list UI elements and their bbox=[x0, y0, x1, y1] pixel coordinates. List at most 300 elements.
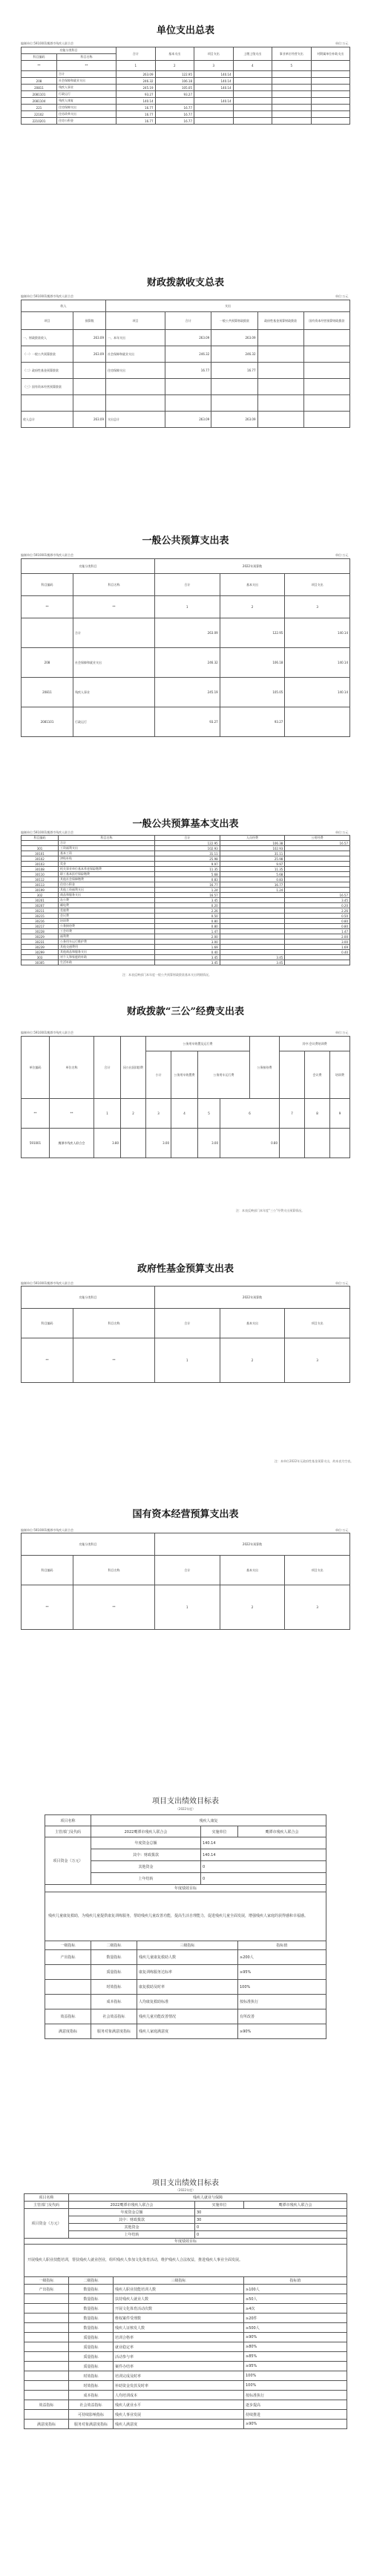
header-cell: 科目名称 bbox=[73, 1556, 155, 1585]
header-cell: 其中:会议费培训费 bbox=[280, 1037, 350, 1051]
header-cell: 科目名称 bbox=[59, 836, 155, 841]
table-row bbox=[22, 867, 350, 872]
table-cell: 成本指标 bbox=[91, 1995, 137, 2009]
index-cell: 2 bbox=[220, 596, 285, 618]
header-cell: 2022年预算数 bbox=[155, 1287, 350, 1309]
table-cell: 时效指标 bbox=[91, 1980, 137, 1995]
table-cell: 工资福利支出 bbox=[59, 846, 155, 851]
table-row bbox=[22, 939, 350, 945]
table-cell: 社会效益指标 bbox=[69, 2400, 114, 2410]
table-cell: 208 bbox=[22, 648, 73, 678]
table-cell bbox=[24, 2333, 69, 2342]
table-cell bbox=[220, 919, 285, 924]
table-cell bbox=[303, 395, 349, 412]
index-cell: 4 bbox=[171, 1099, 198, 1129]
perf2-year: （2022年度） bbox=[175, 2188, 196, 2192]
table-cell: 一、本年支出 bbox=[106, 330, 165, 346]
header-cell: 基本支出 bbox=[155, 47, 194, 61]
table-row bbox=[22, 898, 350, 903]
header-cell: 国有资本经营预算财政拨款 bbox=[303, 312, 349, 330]
table-cell: 263.09 bbox=[211, 330, 257, 346]
value-cell: 鹰潭市残疾人联合会 bbox=[244, 2202, 347, 2209]
value-cell: 2022鹰潭市残疾人联合会 bbox=[91, 1826, 201, 1837]
table-cell bbox=[233, 118, 272, 125]
table-cell bbox=[257, 330, 303, 346]
table-cell: 产出指标 bbox=[24, 2285, 69, 2294]
table-cell: 差旅费 bbox=[59, 908, 155, 914]
table-cell: 3.45 bbox=[220, 960, 285, 965]
index-cell: 3 bbox=[146, 1099, 171, 1129]
table-cell: 公务接待费 bbox=[59, 924, 155, 929]
table-cell bbox=[233, 71, 272, 78]
table-cell bbox=[311, 111, 350, 118]
table-cell: 办公费 bbox=[59, 898, 155, 903]
value-cell: 2022鹰潭市残疾人联合会 bbox=[69, 2202, 195, 2209]
section2-unit-right: 单位:万元 bbox=[335, 294, 349, 298]
table-cell: 对个人和家庭的补助 bbox=[59, 955, 155, 960]
table-cell bbox=[285, 862, 350, 867]
table-cell: 0.50 bbox=[285, 914, 350, 919]
table-cell: 140.14 bbox=[194, 78, 234, 85]
index-cell: ** bbox=[50, 1099, 94, 1129]
table-cell: 残疾儿童功能改善情况 bbox=[137, 2009, 238, 2024]
table-cell bbox=[220, 945, 285, 950]
label-cell: 年度绩效目标 bbox=[24, 2239, 347, 2245]
table-cell: ≥80% bbox=[244, 2342, 347, 2352]
table-row bbox=[22, 618, 350, 648]
table-cell bbox=[311, 71, 350, 78]
table-cell: 0.40 bbox=[155, 950, 220, 955]
table-cell bbox=[303, 330, 349, 346]
table-row bbox=[24, 2400, 347, 2410]
table-cell: 机关事业单位基本养老保险缴费 bbox=[59, 867, 155, 872]
table-cell bbox=[194, 91, 234, 98]
label-cell: 其他资金 bbox=[69, 2224, 195, 2231]
table-cell bbox=[73, 379, 106, 395]
header-cell bbox=[280, 1051, 305, 1099]
index-cell: ** bbox=[22, 596, 73, 618]
header-cell: 预算数 bbox=[73, 312, 106, 330]
table-cell: 社会保障和就业支出 bbox=[57, 78, 116, 85]
table-cell: ≥100人 bbox=[244, 2285, 347, 2294]
table-cell: 数量指标 bbox=[69, 2323, 114, 2333]
table-row bbox=[24, 2323, 347, 2333]
table-cell: 591001 bbox=[22, 1129, 50, 1158]
table-cell bbox=[285, 882, 350, 888]
table-cell: 0.83 bbox=[220, 877, 285, 882]
table-row bbox=[45, 1965, 326, 1980]
table-row bbox=[22, 648, 350, 678]
table-cell bbox=[24, 2323, 69, 2333]
index-cell: 3 bbox=[285, 1585, 350, 1630]
table-cell: 0.80 bbox=[220, 1129, 280, 1158]
table-cell: 时效指标 bbox=[69, 2381, 114, 2391]
table-cell: 扶持残疾人就业人数 bbox=[114, 2294, 244, 2304]
table-row bbox=[22, 856, 350, 862]
index-cell: ** bbox=[73, 1585, 155, 1630]
header-cell: 三级指标 bbox=[137, 1941, 238, 1950]
index-cell: 2 bbox=[121, 1099, 146, 1129]
table-cell: 生活补助 bbox=[59, 960, 155, 965]
index-cell: 3 bbox=[285, 1338, 350, 1383]
table-row bbox=[22, 330, 350, 346]
table-cell bbox=[22, 618, 73, 648]
perf2-table bbox=[24, 2193, 347, 2429]
section1-unit-right: 单位:万元 bbox=[335, 42, 349, 45]
table-cell: 0.50 bbox=[155, 914, 220, 919]
perf2-title: 项目支出绩效目标表 bbox=[152, 2179, 219, 2187]
table-cell: 支出总计 bbox=[106, 412, 165, 428]
table-cell: 100% bbox=[244, 2371, 347, 2381]
table-cell bbox=[311, 85, 350, 91]
table-cell: 30216 bbox=[22, 919, 59, 924]
table-row bbox=[24, 2352, 347, 2362]
header-cell: 一级指标 bbox=[45, 1941, 91, 1950]
table-cell: 开展文化体育活动次数 bbox=[114, 2304, 244, 2314]
index-cell: 1 bbox=[155, 596, 220, 618]
table-row bbox=[22, 929, 350, 934]
header-cell: 公务用车运行费 bbox=[198, 1051, 250, 1099]
table-row bbox=[24, 2391, 347, 2400]
table-cell bbox=[73, 363, 106, 379]
table-row bbox=[24, 2420, 347, 2429]
table-cell: 活动参与率 bbox=[114, 2352, 244, 2362]
header-cell: 指标值 bbox=[238, 1941, 326, 1950]
table-cell: 0.80 bbox=[155, 924, 220, 929]
table-cell bbox=[285, 851, 350, 856]
table-cell bbox=[24, 2342, 69, 2352]
table-cell: 奖金 bbox=[59, 862, 155, 867]
general-budget-table bbox=[21, 558, 350, 737]
table-cell: 246.32 bbox=[116, 78, 156, 85]
label-cell: 实施单位 bbox=[201, 1826, 238, 1837]
index-cell: ** bbox=[73, 1338, 155, 1383]
table-cell: 满意度指标 bbox=[45, 2024, 91, 2039]
table-cell: 140.14 bbox=[194, 98, 234, 105]
index-cell: 5 bbox=[272, 61, 312, 71]
table-cell bbox=[45, 1965, 91, 1980]
table-cell: 16.77 bbox=[211, 363, 257, 379]
table-cell: 30211 bbox=[22, 908, 59, 914]
header-cell: 项目支出 bbox=[285, 1556, 350, 1585]
table-cell: 有所改善 bbox=[238, 2009, 326, 2024]
table-cell: 20811 bbox=[22, 678, 73, 707]
header-cell: 基本支出 bbox=[220, 1556, 285, 1585]
table-cell: 就业稳定率 bbox=[114, 2342, 244, 2352]
table-cell: 维权案件受理数 bbox=[114, 2314, 244, 2323]
table-cell: 其他商品和服务支出 bbox=[59, 950, 155, 955]
header-cell: 合计 bbox=[94, 1037, 121, 1099]
table-cell: 2210201 bbox=[22, 118, 57, 125]
table-cell bbox=[220, 893, 285, 898]
table-row bbox=[22, 85, 350, 91]
table-row bbox=[22, 955, 350, 960]
section6-note: 注：本单位2022年无政府性基金预算支出，故本表为空表。 bbox=[275, 1459, 354, 1463]
table-cell: 16.57 bbox=[155, 893, 220, 898]
table-row bbox=[22, 91, 350, 98]
label-cell: 主管部门及代码 bbox=[24, 2202, 69, 2209]
table-cell: 0.80 bbox=[285, 919, 350, 924]
table-cell: 行政运行 bbox=[73, 707, 155, 737]
table-cell: 30201 bbox=[22, 898, 59, 903]
table-cell bbox=[272, 91, 312, 98]
table-cell: 11.35 bbox=[220, 867, 285, 872]
table-cell: 可持续影响指标 bbox=[69, 2410, 114, 2420]
label-cell: 项目资金（万元） bbox=[45, 1837, 91, 1885]
table-cell bbox=[285, 960, 350, 965]
table-cell: 数量指标 bbox=[69, 2314, 114, 2323]
table-cell: 社会保障和就业支出 bbox=[106, 346, 165, 363]
header-cell: 政府性基金预算财政拨款 bbox=[257, 312, 303, 330]
table-cell bbox=[22, 395, 73, 412]
table-cell: 140.14 bbox=[285, 618, 350, 648]
value-cell: 140.14 bbox=[201, 1849, 326, 1861]
index-cell bbox=[311, 61, 350, 71]
table-cell bbox=[220, 903, 285, 908]
table-cell: 住房公积金 bbox=[57, 118, 116, 125]
label-cell: 其中：财政拨款 bbox=[91, 1849, 201, 1861]
index-cell: ** bbox=[22, 1338, 73, 1383]
table-cell: 社会保障和就业支出 bbox=[73, 648, 155, 678]
index-cell: 6 bbox=[220, 1099, 280, 1129]
section7-unit: 编制单位:5910001鹰潭市残疾人联合会 bbox=[21, 1528, 74, 1532]
table-cell: 140.14 bbox=[285, 648, 350, 678]
table-cell: ≥90% bbox=[244, 2333, 347, 2342]
header-cell: 功能分类科目 bbox=[22, 1287, 155, 1309]
section2-unit: 编制单位:5910001鹰潭市残疾人联合会 bbox=[21, 294, 74, 298]
table-cell: ≥4次 bbox=[244, 2304, 347, 2314]
table-cell: 2.26 bbox=[155, 908, 220, 914]
table-cell: （三）国有资本经营预算拨款 bbox=[22, 379, 73, 395]
table-row bbox=[24, 2304, 347, 2314]
table-cell: 93.27 bbox=[220, 707, 285, 737]
table-cell: 100% bbox=[244, 2381, 347, 2391]
table-cell bbox=[171, 1129, 198, 1158]
header-cell: 功能分类科目 bbox=[22, 47, 116, 54]
table-cell: 30231 bbox=[22, 939, 59, 945]
table-cell bbox=[272, 105, 312, 111]
header-cell: 单位编码 bbox=[22, 1037, 50, 1099]
perf1-year: （2022年度） bbox=[175, 1807, 196, 1811]
table-cell bbox=[165, 395, 211, 412]
table-cell: 106.18 bbox=[155, 78, 194, 85]
table-cell: 残疾人事业 bbox=[73, 678, 155, 707]
government-fund-table bbox=[21, 1286, 350, 1383]
table-row bbox=[22, 934, 350, 939]
table-cell: 数量指标 bbox=[69, 2304, 114, 2314]
table-cell: 22102 bbox=[22, 111, 57, 118]
table-cell bbox=[285, 888, 350, 893]
table-cell: 106.38 bbox=[220, 841, 285, 846]
table-cell bbox=[106, 379, 165, 395]
table-cell: 122.95 bbox=[155, 841, 220, 846]
table-cell: 职工基本医疗保险缴费 bbox=[59, 872, 155, 877]
table-cell: 津贴补贴 bbox=[59, 856, 155, 862]
table-cell: 301 bbox=[22, 846, 59, 851]
table-cell: ≥200人 bbox=[238, 1950, 326, 1965]
header-cell: 项目支出 bbox=[285, 574, 350, 596]
label-cell: 项目资金（万元） bbox=[24, 2209, 69, 2239]
header-cell: 公务用车购置费 bbox=[171, 1051, 198, 1099]
table-row bbox=[22, 412, 350, 428]
table-cell bbox=[285, 856, 350, 862]
header-cell: 项目支出 bbox=[194, 47, 234, 61]
table-cell bbox=[211, 395, 257, 412]
table-cell bbox=[311, 118, 350, 125]
table-cell: 2081101 bbox=[22, 91, 57, 98]
table-cell: 140.14 bbox=[194, 71, 234, 78]
table-cell bbox=[220, 908, 285, 914]
header-cell: 公务用车购置及运行费 bbox=[146, 1037, 250, 1051]
table-cell: ≥90% bbox=[244, 2420, 347, 2429]
header-cell: 培训费 bbox=[330, 1051, 350, 1099]
table-cell: ≥95% bbox=[244, 2362, 347, 2371]
table-cell bbox=[233, 78, 272, 85]
table-cell bbox=[233, 111, 272, 118]
table-cell: 105.05 bbox=[155, 85, 194, 91]
table-cell: 培训完成及时率 bbox=[114, 2371, 244, 2381]
table-cell bbox=[280, 1129, 305, 1158]
table-cell: 鹰潭市残疾人联合会 bbox=[50, 1129, 94, 1158]
header-cell: 会议费 bbox=[305, 1051, 330, 1099]
table-row bbox=[22, 71, 350, 78]
table-cell bbox=[220, 924, 285, 929]
table-cell: 会议费 bbox=[59, 914, 155, 919]
label-cell: 其他资金 bbox=[91, 1861, 201, 1873]
table-row bbox=[22, 877, 350, 882]
table-cell bbox=[257, 363, 303, 379]
index-cell: ** bbox=[22, 1099, 50, 1129]
header-cell: 科目名称 bbox=[57, 54, 116, 61]
index-cell: 3 bbox=[194, 61, 234, 71]
value-cell: 140.14 bbox=[201, 1837, 326, 1849]
table-cell: 3.45 bbox=[285, 898, 350, 903]
header-cell: 三级指标 bbox=[114, 2277, 244, 2285]
table-cell: 16.77 bbox=[116, 118, 156, 125]
table-cell bbox=[24, 2371, 69, 2381]
table-row bbox=[45, 2009, 326, 2024]
table-cell: 康复训练服务达标率 bbox=[137, 1965, 238, 1980]
table-row bbox=[22, 841, 350, 846]
table-cell bbox=[45, 1980, 91, 1995]
table-cell bbox=[303, 346, 349, 363]
header-cell: 科目名称 bbox=[73, 574, 155, 596]
table-cell: 持续推进 bbox=[244, 2410, 347, 2420]
table-row bbox=[22, 862, 350, 867]
table-cell bbox=[211, 379, 257, 395]
index-cell: 8 bbox=[305, 1099, 330, 1129]
header-cell: 科目编码 bbox=[22, 574, 73, 596]
perf1-title: 项目支出绩效目标表 bbox=[152, 1797, 219, 1806]
table-cell bbox=[121, 1129, 146, 1158]
index-cell: 1 bbox=[94, 1099, 121, 1129]
table-cell: 30239 bbox=[22, 945, 59, 950]
table-row bbox=[22, 903, 350, 908]
table-cell: 16.77 bbox=[155, 111, 194, 118]
table-cell bbox=[220, 898, 285, 903]
table-cell: 住房改革支出 bbox=[57, 111, 116, 118]
table-cell: 2081104 bbox=[22, 98, 57, 105]
table-cell bbox=[194, 111, 234, 118]
table-row bbox=[22, 908, 350, 914]
table-cell: 263.09 bbox=[116, 71, 156, 78]
table-cell: 按标准执行 bbox=[238, 1995, 326, 2009]
table-row bbox=[22, 111, 350, 118]
table-cell bbox=[233, 91, 272, 98]
table-cell: 246.32 bbox=[211, 346, 257, 363]
table-cell: 263.09 bbox=[73, 330, 106, 346]
header-cell: 收入 bbox=[22, 300, 106, 312]
table-row bbox=[22, 919, 350, 924]
table-cell: 培训费 bbox=[59, 919, 155, 924]
table-cell: 残疾人家庭满意度 bbox=[137, 2024, 238, 2039]
table-cell bbox=[24, 2391, 69, 2400]
table-cell: 1.47 bbox=[155, 929, 220, 934]
table-cell: 合计 bbox=[59, 841, 155, 846]
table-row bbox=[22, 888, 350, 893]
table-cell: 245.19 bbox=[155, 678, 220, 707]
table-cell: 1.24 bbox=[155, 888, 220, 893]
section6-title: 政府性基金预算支出表 bbox=[137, 1264, 234, 1275]
label-cell: 上年结转 bbox=[91, 1873, 201, 1885]
table-cell: 30305 bbox=[22, 960, 59, 965]
table-row bbox=[45, 1980, 326, 1995]
table-cell: 服务对象满意度指标 bbox=[91, 2024, 137, 2039]
section4-note: 注：本表反映部门本年度一般公共预算财政拨款基本支出明细情况。 bbox=[122, 973, 211, 977]
header-cell: 公务接待费 bbox=[250, 1037, 280, 1099]
table-cell: 245.19 bbox=[116, 85, 156, 91]
header-cell: 基本支出 bbox=[220, 574, 285, 596]
table-row bbox=[22, 105, 350, 111]
header-cell: 因公出国(境)费 bbox=[121, 1037, 146, 1099]
table-cell: 0.40 bbox=[285, 950, 350, 955]
header-cell: 公用经费 bbox=[285, 836, 350, 841]
table-cell bbox=[272, 71, 312, 78]
table-cell: 16.77 bbox=[155, 882, 220, 888]
table-cell: 社会效益指标 bbox=[91, 2009, 137, 2024]
table-cell: 30299 bbox=[22, 950, 59, 955]
table-cell bbox=[257, 412, 303, 428]
table-cell bbox=[73, 395, 106, 412]
table-cell: 102.93 bbox=[220, 846, 285, 851]
value-cell: 残疾人就业与保障 bbox=[69, 2194, 347, 2202]
header-cell: 功能分类科目 bbox=[22, 559, 155, 574]
table-cell bbox=[22, 841, 59, 846]
table-cell: 30103 bbox=[22, 862, 59, 867]
value-cell: 鹰潭市残疾人联合会 bbox=[238, 1826, 326, 1837]
label-cell: 年度资金总额 bbox=[91, 1837, 201, 1849]
table-cell: 行政运行 bbox=[57, 91, 116, 98]
table-cell: 3.00 bbox=[155, 939, 220, 945]
table-cell: 30110 bbox=[22, 872, 59, 877]
section3-unit: 编制单位:5910001鹰潭市残疾人联合会 bbox=[21, 553, 74, 557]
table-cell: 9.97 bbox=[155, 862, 220, 867]
table-cell: 残疾儿童康复救助人数 bbox=[137, 1950, 238, 1965]
header-cell: 合计 bbox=[155, 836, 220, 841]
table-cell: 263.09 bbox=[165, 412, 211, 428]
table-cell: 残疾人满意度 bbox=[114, 2420, 244, 2429]
table-cell: 案件办结率 bbox=[114, 2362, 244, 2371]
table-cell: 3.45 bbox=[155, 960, 220, 965]
value-cell: 0 bbox=[201, 1873, 326, 1885]
table-cell: 263.09 bbox=[73, 412, 106, 428]
table-row bbox=[24, 2294, 347, 2304]
section5-title: 财政拨款“三公”经费支出表 bbox=[127, 1006, 244, 1017]
table-row bbox=[22, 846, 350, 851]
table-cell: 效益指标 bbox=[24, 2400, 69, 2410]
header-cell: 一般公共预算财政拨款 bbox=[211, 312, 257, 330]
table-row bbox=[24, 2410, 347, 2420]
